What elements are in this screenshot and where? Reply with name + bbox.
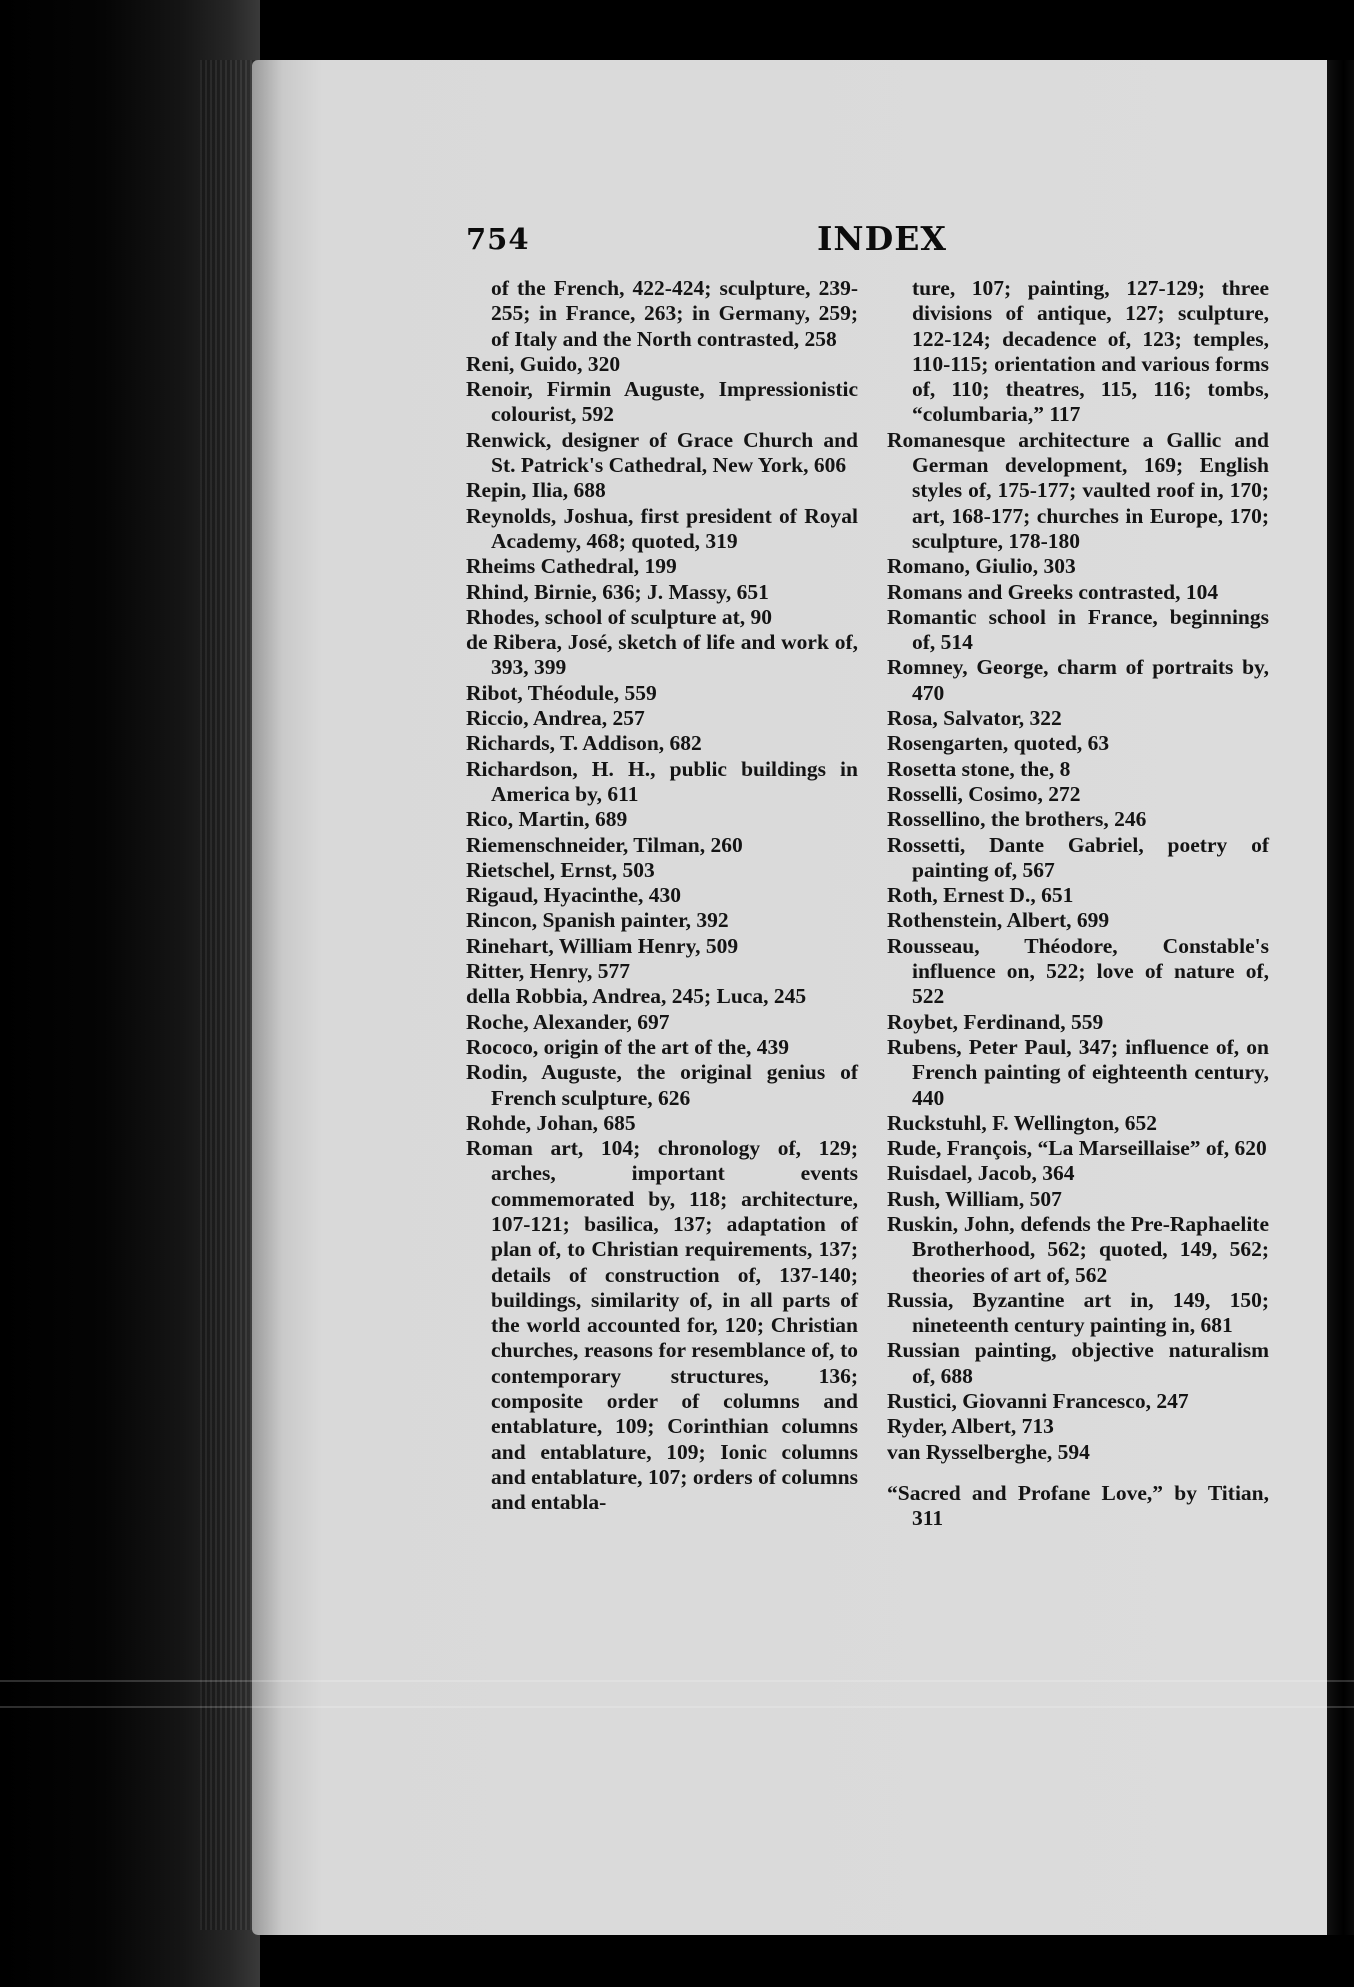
index-entry: Renoir, Firmin Auguste, Impressionistic colourist, 592 [466,377,858,427]
index-entry-list [887,428,1269,1465]
index-entry: Ryder, Albert, 713 [887,1414,1054,1439]
index-entry: Rietschel, Ernst, 503 [466,857,655,882]
index-entry: Romano, Giulio, 303 [887,554,1076,579]
binding-edge [200,60,258,1930]
index-entry: Russia, Byzantine art in, 149, 150; nineteenth century painting in, 681 [887,1287,1269,1338]
index-entry: Rousseau, Théodore, Constable's influence on, 522; love of nature of, 522 [887,933,1269,1009]
index-entry: Richards, T. Addison, 682 [466,731,702,756]
index-column-left [466,276,858,1516]
index-entry: Romney, George, charm of portraits by, 470 [887,655,1269,705]
index-entry: Roth, Ernest D., 651 [887,883,1074,908]
index-entry: Richardson, H. H., public buildings in America by, 611 [466,756,858,806]
index-entry: Rustici, Giovanni Francesco, 247 [887,1389,1189,1414]
index-entry: Rhind, Birnie, 636; J. Massy, 651 [466,579,769,604]
index-entry: Renwick, designer of Grace Church and St. Patrick's Cathedral, New York, 606 [466,427,858,478]
index-entry: Rosa, Salvator, 322 [887,706,1062,731]
index-entry: Ritter, Henry, 577 [466,959,631,984]
index-entry: Romanesque architecture a Gallic and German development, 169; English styles of, 175-177; vaulted roof in, 170; art, 168-177; churches in Europe, 170; sculpture, 178-180 [887,427,1269,553]
scan-artifact-line [0,1706,1354,1708]
index-entry: Roybet, Ferdinand, 559 [887,1009,1104,1034]
index-entry: Riemenschneider, Tilman, 260 [466,832,743,857]
index-entry: “Sacred and Profane Love,” by Titian, 311 [887,1480,1269,1531]
index-entry: Romantic school in France, beginnings of, 514 [887,604,1269,655]
index-entry: Rhodes, school of sculpture at, 90 [466,604,772,629]
scan-artifact-line [0,1680,1354,1682]
index-entry: Rossetti, Dante Gabriel, poetry of painting of, 567 [887,832,1269,882]
index-entry: Rigaud, Hyacinthe, 430 [466,883,682,908]
running-head: INDEX [817,219,947,258]
index-entry: Rude, François, “La Marseillaise” of, 620 [887,1136,1267,1161]
index-entry-list-next-letter [887,1481,1269,1532]
page-right-edge [1327,60,1354,1935]
index-entry-continuation: of the French, 422-424; sculpture, 239-255; in France, 263; in Germany, 259; of Italy and the North contrasted, 258 [491,276,858,351]
index-entry: Rubens, Peter Paul, 347; influence of, on French painting of eighteenth century, 440 [887,1034,1269,1110]
index-entry-continuation: ture, 107; painting, 127-129; three divisions of antique, 127; sculpture, 122-124; decadence of, 123; temples, 110-115; orientation and various forms of, 110; theatres, 115, 116; tombs, “columbaria,” 117 [912,276,1269,427]
index-entry: Rush, William, 507 [887,1186,1062,1211]
index-entry: Rosetta stone, the, 8 [887,756,1071,781]
index-entry: Rheims Cathedral, 199 [466,554,677,579]
index-entry: Rothenstein, Albert, 699 [887,908,1110,933]
index-entry: Ruskin, John, defends the Pre-Raphaelite Brotherhood, 562; quoted, 149, 562; theories of art of, 562 [887,1211,1269,1287]
index-entry: Rococo, origin of the art of the, 439 [466,1034,790,1059]
index-entry: della Robbia, Andrea, 245; Luca, 245 [466,984,807,1009]
index-entry: Ruckstuhl, F. Wellington, 652 [887,1110,1158,1135]
index-entry: Repin, Ilia, 688 [466,478,606,503]
index-entry: Russian painting, objective naturalism of, 688 [887,1338,1269,1388]
index-entry: Rodin, Auguste, the original genius of French sculpture, 626 [466,1060,858,1110]
index-entry: Romans and Greeks contrasted, 104 [887,579,1219,604]
index-entry: Rinehart, William Henry, 509 [466,933,739,958]
index-entry: Rosselli, Cosimo, 272 [887,781,1081,806]
index-entry: Reni, Guido, 320 [466,351,621,376]
index-entry: Rossellino, the brothers, 246 [887,807,1147,832]
index-entry: Rincon, Spanish painter, 392 [466,908,729,933]
index-entry: Ruisdael, Jacob, 364 [887,1161,1075,1186]
index-entry: Reynolds, Joshua, first president of Royal Academy, 468; quoted, 319 [466,503,858,553]
index-entry: Rico, Martin, 689 [466,807,628,832]
index-column-right [887,276,1269,1532]
index-entry: Roche, Alexander, 697 [466,1009,670,1034]
index-entry: Ribot, Théodule, 559 [466,680,657,705]
index-entry-list [466,352,858,1516]
index-entry: de Ribera, José, sketch of life and work of, 393, 399 [466,630,858,680]
index-entry: Riccio, Andrea, 257 [466,706,645,731]
index-entry: van Rysselberghe, 594 [887,1439,1090,1464]
index-entry: Roman art, 104; chronology of, 129; arches, important events commemorated by, 118; architecture, 107-121; basilica, 137; adaptation of plan of, to Christian requirements, 137; details of construction of, 137-140; buildings, similarity of, in all parts of the world accounted for, 120; Christian churches, reasons for resemblance of, to contemporary structures, 136; composite order of columns and entablature, 109; Corinthian columns and entablature, 109; Ionic columns and entablature, 107; orders of columns and entabla- [466,1136,858,1515]
index-entry: Rosengarten, quoted, 63 [887,731,1110,756]
page-number: 754 [466,222,530,256]
index-entry: Rohde, Johan, 685 [466,1110,636,1135]
